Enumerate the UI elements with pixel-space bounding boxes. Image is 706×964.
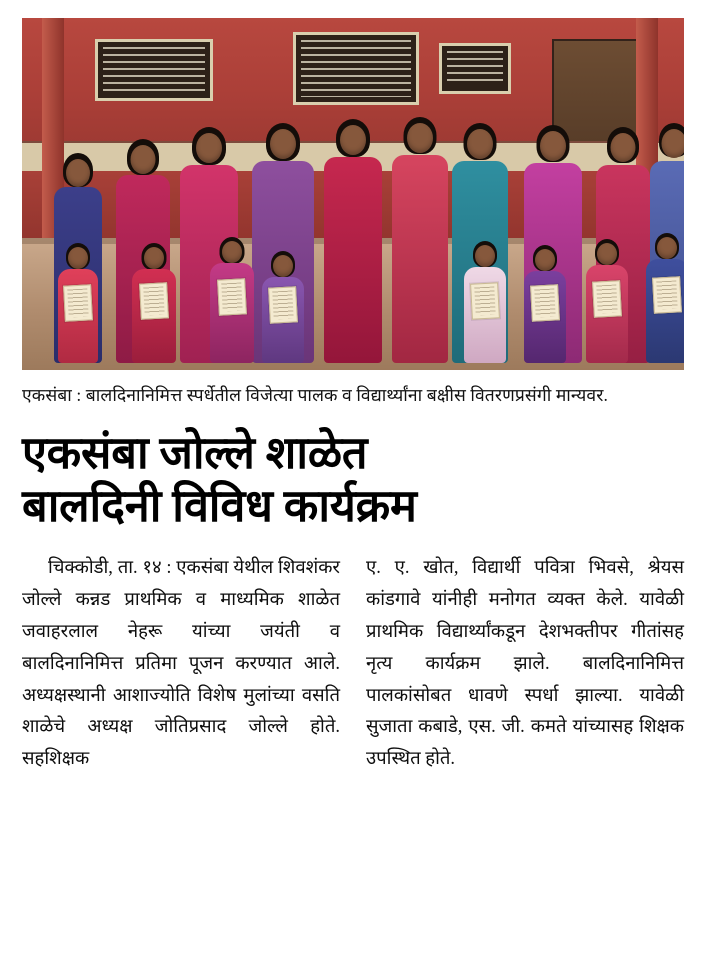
person-child bbox=[522, 245, 568, 363]
headline bbox=[22, 427, 684, 533]
person-child bbox=[208, 237, 256, 363]
person-adult bbox=[390, 117, 450, 363]
headline-line-1: एकसंबा जोल्ले शाळेत bbox=[22, 428, 368, 479]
photo-scene bbox=[22, 18, 684, 370]
body-column-left bbox=[22, 553, 340, 776]
person-child bbox=[644, 233, 684, 363]
notice-board-3 bbox=[439, 43, 511, 95]
notice-board-1 bbox=[95, 39, 214, 101]
body-paragraph-left: चिक्कोडी, ता. १४ : एकसंबा येथील शिवशंकर जोल्ले कन्नड प्राथमिक व माध्यमिक शाळेत जवाहरलाल नेहरू यांच्या जयंती व बालदिनानिमित्त प्रतिमा पूजन करण्यात आले. अध्यक्षस्थानी आशाज्योति विशेष मुलांच्या वसति शाळेचे अध्यक्ष जोतिप्रसाद जोल्ले होते. सहशिक्षक bbox=[22, 558, 340, 770]
person-child bbox=[56, 243, 100, 363]
person-child bbox=[584, 239, 630, 363]
article-photo bbox=[22, 18, 684, 370]
person-child bbox=[130, 243, 178, 363]
body-paragraph-right: ए. ए. खोत, विद्यार्थी पवित्रा भिवसे, श्रेयस कांडगावे यांनीही मनोगत व्यक्त केले. यावेळी प्राथमिक विद्यार्थ्यांकडून देशभक्तीपर गीतांसह नृत्य कार्यक्रम झाले. बालदिनानिमित्त पालकांसोबत धावणे स्पर्धा झाल्या. यावेळी सुजाता कबाडे, एस. जी. कमते यांच्यासह शिक्षक उपस्थित होते. bbox=[366, 558, 684, 770]
headline-line-2: बालदिनी विविध कार्यक्रम bbox=[22, 481, 417, 532]
page-bottom-edge bbox=[0, 960, 706, 964]
caption-line-1: एकसंबा : बालदिनानिमित्त स्पर्धेतील विजेत्या पालक व विद्यार्थ्यांना बक्षीस bbox=[22, 385, 466, 405]
person-child bbox=[462, 241, 508, 363]
person-adult bbox=[322, 119, 384, 363]
article-body bbox=[22, 553, 684, 776]
photo-caption bbox=[22, 382, 684, 409]
body-column-right bbox=[366, 553, 684, 776]
person-child bbox=[260, 251, 306, 363]
notice-board-2 bbox=[293, 32, 418, 105]
caption-line-2: वितरणप्रसंगी मान्यवर. bbox=[470, 385, 608, 405]
